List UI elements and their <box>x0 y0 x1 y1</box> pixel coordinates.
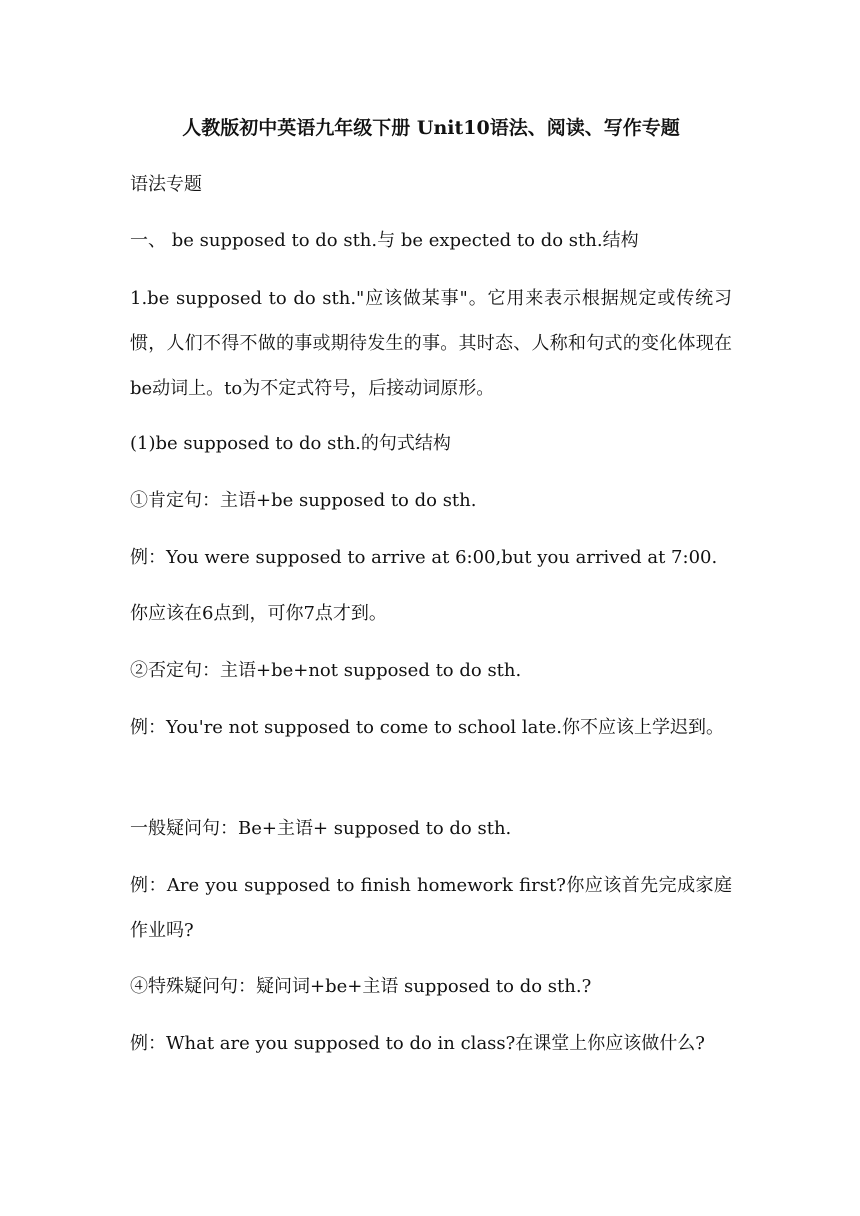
affirmative-translation: 你应该在6点到，可你7点才到。 <box>130 603 387 624</box>
subheading-sentence-patterns: (1)be supposed to do sth.的句式结构 <box>130 433 451 454</box>
affirmative-example: 例：You were supposed to arrive at 6:00,but you arrived at 7:00. <box>130 547 718 568</box>
affirmative-label: ①肯定句：主语+be supposed to do sth. <box>130 490 477 511</box>
question-example: 例：Are you supposed to finish homework first?你应该首先完成家庭作业吗? <box>130 875 732 941</box>
negative-label: ②否定句：主语+be+not supposed to do sth. <box>130 660 522 681</box>
negative-example: 例：You're not supposed to come to school late.你不应该上学迟到。 <box>130 717 725 738</box>
paragraph-definition: 1.be supposed to do sth."应该做某事"。它用来表示根据规定或传统习惯，人们不得不做的事或期待发生的事。其时态、人称和句式的变化体现在be动词上。to为不定式符号，后接动词原形。 <box>130 288 732 399</box>
wh-question-example: 例：What are you supposed to do in class?在课堂上你应该做什么? <box>130 1033 705 1054</box>
page-title: 人教版初中英语九年级下册 Unit10语法、阅读、写作专题 <box>182 117 680 139</box>
wh-question-label: ④特殊疑问句：疑问词+be+主语 supposed to do sth.? <box>130 976 592 997</box>
question-label: 一般疑问句：Be+主语+ supposed to do sth. <box>130 818 512 839</box>
document-page <box>130 0 732 1216</box>
heading-structures: 一、 be supposed to do sth.与 be expected to do sth.结构 <box>130 230 639 251</box>
section-heading: 语法专题 <box>130 174 202 195</box>
